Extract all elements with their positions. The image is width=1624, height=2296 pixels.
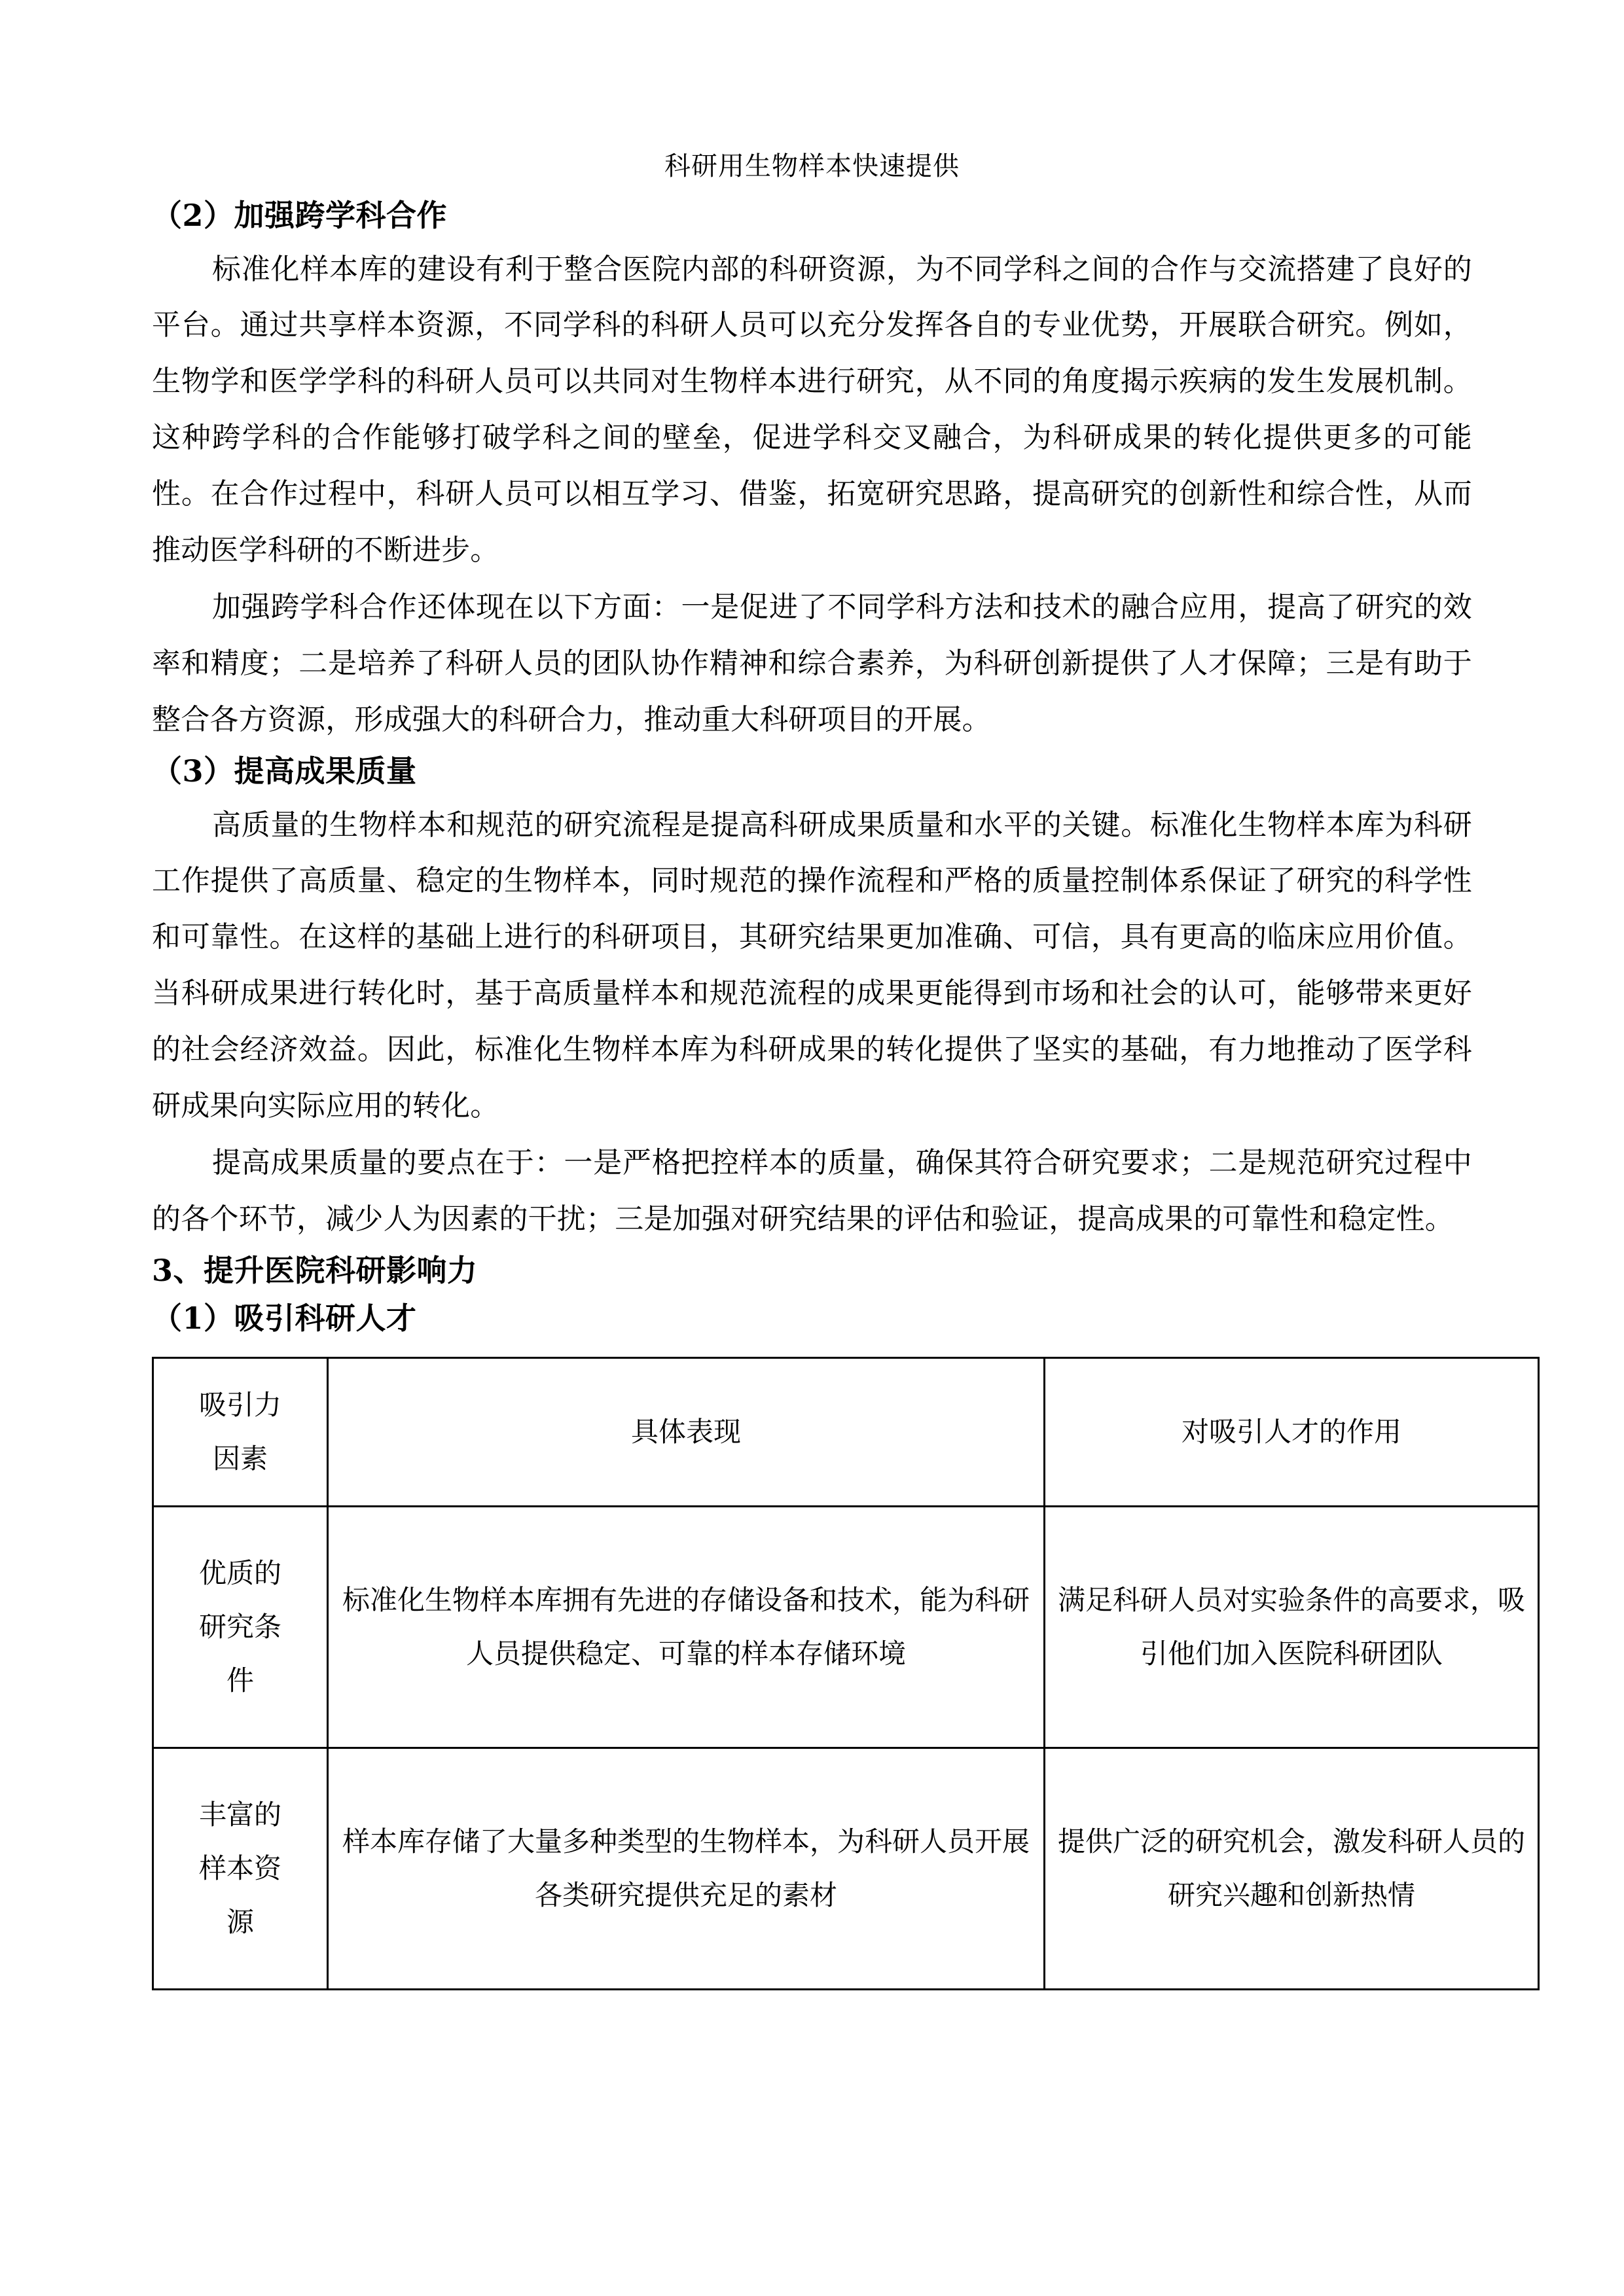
table-cell-effect: 提供广泛的研究机会，激发科研人员的研究兴趣和创新热情 — [1045, 1748, 1539, 1990]
table-header-factor-line-2: 因素 — [212, 1443, 268, 1475]
heading-3-improve-quality: （3）提高成果质量 — [152, 753, 417, 789]
paragraph-improve-quality-1: 高质量的生物样本和规范的研究流程是提高科研成果质量和水平的关键。标准化生物样本库为科研工作提供了高质量、稳定的生物样本，同时规范的操作流程和严格的质量控制体系保证了研究的科学性和可靠性。在这样的基础上进行的科研项目，其研究结果更加准确、可信，具有更高的临床应用价值。当科研成果进行转化时，基于高质量样本和规范流程的成果更能得到市场和社会的认可，能够带来更好的社会经济效益。因此，标准化生物样本库为科研成果的转化提供了坚实的基础，有力地推动了医学科研成果向实际应用的转化。 — [152, 808, 1472, 1122]
table-cell-effect: 满足科研人员对实验条件的高要求，吸引他们加入医院科研团队 — [1045, 1507, 1539, 1748]
heading-2-cross-discipline: （2）加强跨学科合作 — [152, 198, 448, 233]
table-cell-detail: 标准化生物样本库拥有先进的存储设备和技术，能为科研人员提供稳定、可靠的样本存储环境 — [328, 1507, 1045, 1748]
table-header-factor-line-1: 吸引力 — [198, 1389, 281, 1422]
table-cell-factor-line-2: 研究条 — [198, 1611, 281, 1643]
paragraph-cross-discipline-1: 标准化样本库的建设有利于整合医院内部的科研资源，为不同学科之间的合作与交流搭建了良好的平台。通过共享样本资源，不同学科的科研人员可以充分发挥各自的专业优势，开展联合研究。例如，生物学和医学学科的科研人员可以共同对生物样本进行研究，从不同的角度揭示疾病的发生发展机制。这种跨学科的合作能够打破学科之间的壁垒，促进学科交叉融合，为科研成果的转化提供更多的可能性。在合作过程中，科研人员可以相互学习、借鉴，拓宽研究思路，提高研究的创新性和综合性，从而推动医学科研的不断进步。 — [152, 252, 1472, 567]
paragraph-improve-quality-2: 提高成果质量的要点在于：一是严格把控样本的质量，确保其符合研究要求；二是规范研究过程中的各个环节，减少人为因素的干扰；三是加强对研究结果的评估和验证，提高成果的可靠性和稳定性。 — [152, 1146, 1472, 1236]
table-cell-factor-line-1: 优质的 — [198, 1557, 281, 1590]
attractiveness-factors-table — [152, 1357, 1540, 1990]
table-cell-factor-line-1: 丰富的 — [198, 1799, 281, 1831]
table-header-row — [153, 1358, 1539, 1507]
heading-sub-attract-talent: （1）吸引科研人才 — [152, 1300, 417, 1336]
table-row — [153, 1748, 1539, 1990]
heading-major-research-influence: 3、提升医院科研影响力 — [152, 1252, 478, 1288]
table-cell-factor-line-3: 件 — [226, 1664, 254, 1697]
table-cell-factor — [153, 1748, 328, 1990]
paragraph-cross-discipline-2: 加强跨学科合作还体现在以下方面：一是促进了不同学科方法和技术的融合应用，提高了研究的效率和精度；二是培养了科研人员的团队协作精神和综合素养，为科研创新提供了人才保障；三是有助于整合各方资源，形成强大的科研合力，推动重大科研项目的开展。 — [152, 590, 1472, 737]
table-row — [153, 1507, 1539, 1748]
table-header-effect: 对吸引人才的作用 — [1045, 1358, 1539, 1507]
table-header-detail: 具体表现 — [328, 1358, 1045, 1507]
table-cell-factor-line-2: 样本资 — [198, 1852, 281, 1885]
table-cell-factor-line-3: 源 — [226, 1906, 254, 1939]
table-header-factor — [153, 1358, 328, 1507]
table-cell-detail: 样本库存储了大量多种类型的生物样本，为科研人员开展各类研究提供充足的素材 — [328, 1748, 1045, 1990]
table-cell-factor — [153, 1507, 328, 1748]
running-header: 科研用生物样本快速提供 — [664, 151, 960, 181]
